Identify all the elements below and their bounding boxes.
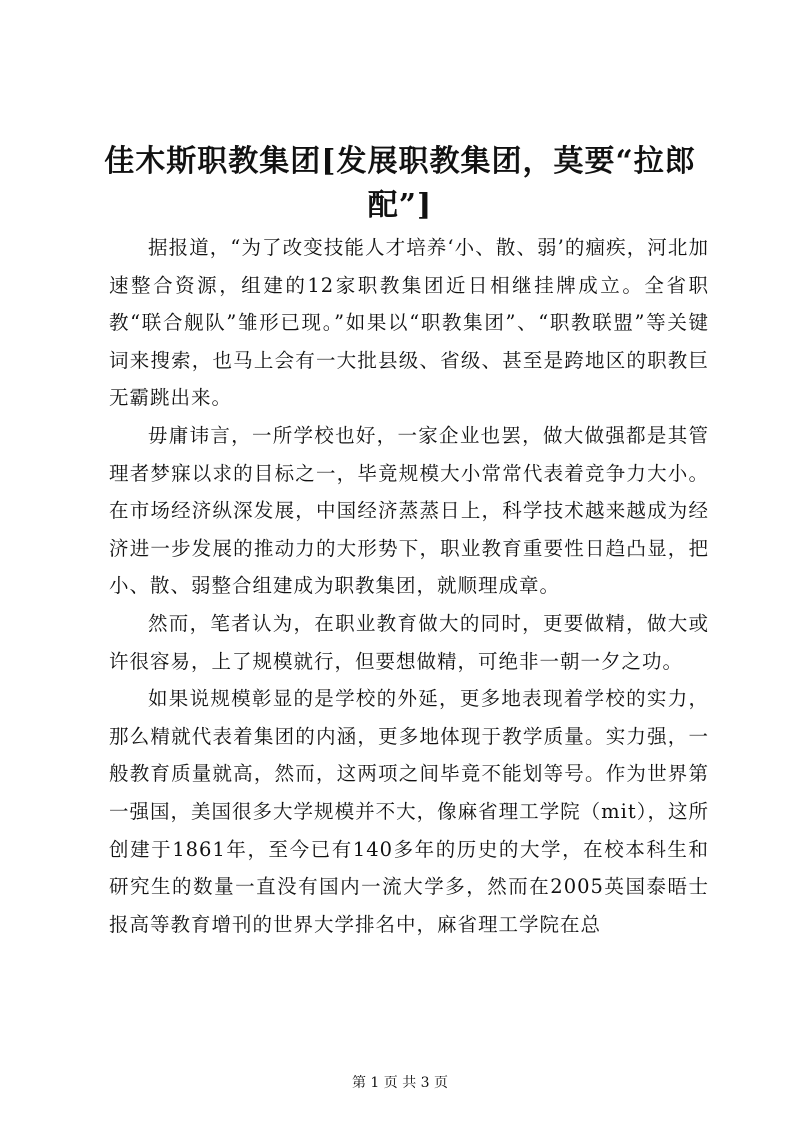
paragraph: 然而，笔者认为，在职业教育做大的同时，更要做精，做大或许很容易，上了规模就行，但要想做精，可绝非一朝一夕之功。	[109, 611, 709, 673]
paragraph: 毋庸讳言，一所学校也好，一家企业也罢，做大做强都是其管理者梦寐以求的目标之一，毕竟规模大小常常代表着竞争力大小。在市场经济纵深发展，中国经济蒸蒸日上，科学技术越来越成为经济进一步发展的推动力的大形势下，职业教育重要性日趋凸显，把小、散、弱整合组建成为职教集团，就顺理成章。	[109, 423, 709, 598]
page-footer: 第 1 页 共 3 页	[351, 1075, 449, 1091]
paragraph: 据报道，“为了改变技能人才培养‘小、散、弱’的痼疾，河北加速整合资源，组建的12家职教集团近日相继挂牌成立。全省职教“联合舰队”雏形已现。”如果以“职教集团”、“职教联盟”等关键词来搜索，也马上会有一大批县级、省级、甚至是跨地区的职教巨无霸跳出来。	[109, 236, 709, 410]
document-body	[109, 229, 709, 943]
paragraph: 如果说规模彰显的是学校的外延，更多地表现着学校的实力，那么精就代表着集团的内涵，更多地体现于教学质量。实力强，一般教育质量就高，然而，这两项之间毕竟不能划等号。作为世界第一强国，美国很多大学规模并不大，像麻省理工学院（mit），这所创建于1861年，至今已有140多年的历史的大学，在校本科生和研究生的数量一直没有国内一流大学多，然而在2005英国泰晤士报高等教育增刊的世界大学排名中，麻省理工学院在总	[109, 687, 709, 936]
document-title: 佳木斯职教集团[发展职教集团，莫要“拉郎配”]	[104, 144, 696, 223]
